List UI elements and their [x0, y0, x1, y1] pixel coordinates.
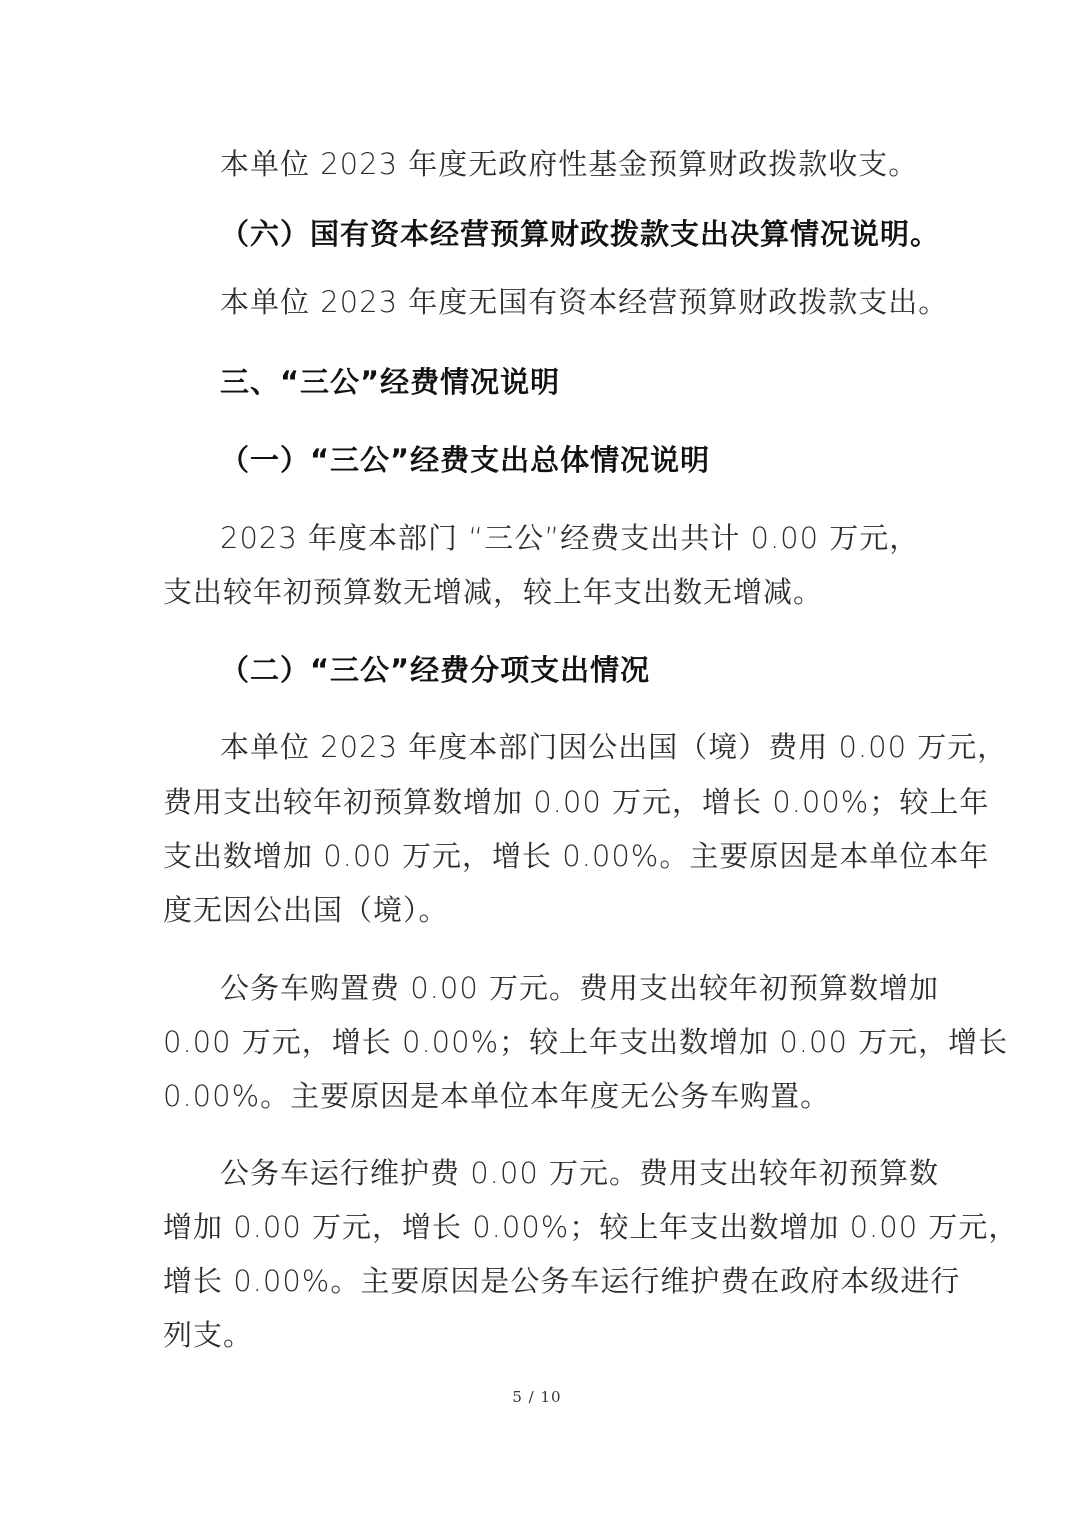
heading-overall-expenses: （一）“三公”经费支出总体情况说明	[220, 443, 711, 477]
paragraph-vehicle-purchase-line-3: 0.00%。主要原因是本单位本年度无公务车购置。	[163, 1079, 831, 1113]
paragraph-abroad-line-2: 费用支出较年初预算数增加 0.00 万元，增长 0.00%；较上年	[163, 785, 990, 819]
paragraph-vehicle-maintenance-line-1: 公务车运行维护费 0.00 万元。费用支出较年初预算数	[220, 1156, 940, 1190]
paragraph-abroad-line-1: 本单位 2023 年度本部门因公出国（境）费用 0.00 万元，	[220, 730, 1008, 764]
paragraph-abroad-line-3: 支出数增加 0.00 万元，增长 0.00%。主要原因是本单位本年	[163, 839, 990, 873]
paragraph-vehicle-maintenance-line-4: 列支。	[163, 1318, 254, 1352]
paragraph-vehicle-purchase-line-2: 0.00 万元，增长 0.00%；较上年支出数增加 0.00 万元，增长	[163, 1025, 1009, 1059]
paragraph-vehicle-purchase-line-1: 公务车购置费 0.00 万元。费用支出较年初预算数增加	[220, 971, 940, 1005]
heading-itemized-expenses: （二）“三公”经费分项支出情况	[220, 653, 651, 687]
page-number: 5 / 10	[512, 1388, 562, 1406]
heading-state-capital: （六）国有资本经营预算财政拨款支出决算情况说明。	[220, 217, 941, 251]
paragraph-vehicle-maintenance-line-2: 增加 0.00 万元，增长 0.00%；较上年支出数增加 0.00 万元，	[163, 1210, 1019, 1244]
paragraph-abroad-line-4: 度无因公出国（境）。	[163, 893, 449, 927]
heading-three-public-expenses: 三、“三公”经费情况说明	[220, 365, 561, 399]
paragraph-overall-line-2: 支出较年初预算数无增减，较上年支出数无增减。	[163, 575, 824, 609]
paragraph-state-capital: 本单位 2023 年度无国有资本经营预算财政拨款支出。	[220, 285, 949, 319]
paragraph-fund-budget: 本单位 2023 年度无政府性基金预算财政拨款收支。	[220, 147, 919, 181]
paragraph-overall-line-1: 2023 年度本部门 “三公”经费支出共计 0.00 万元，	[220, 521, 920, 555]
paragraph-vehicle-maintenance-line-3: 增长 0.00%。主要原因是公务车运行维护费在政府本级进行	[163, 1264, 961, 1298]
